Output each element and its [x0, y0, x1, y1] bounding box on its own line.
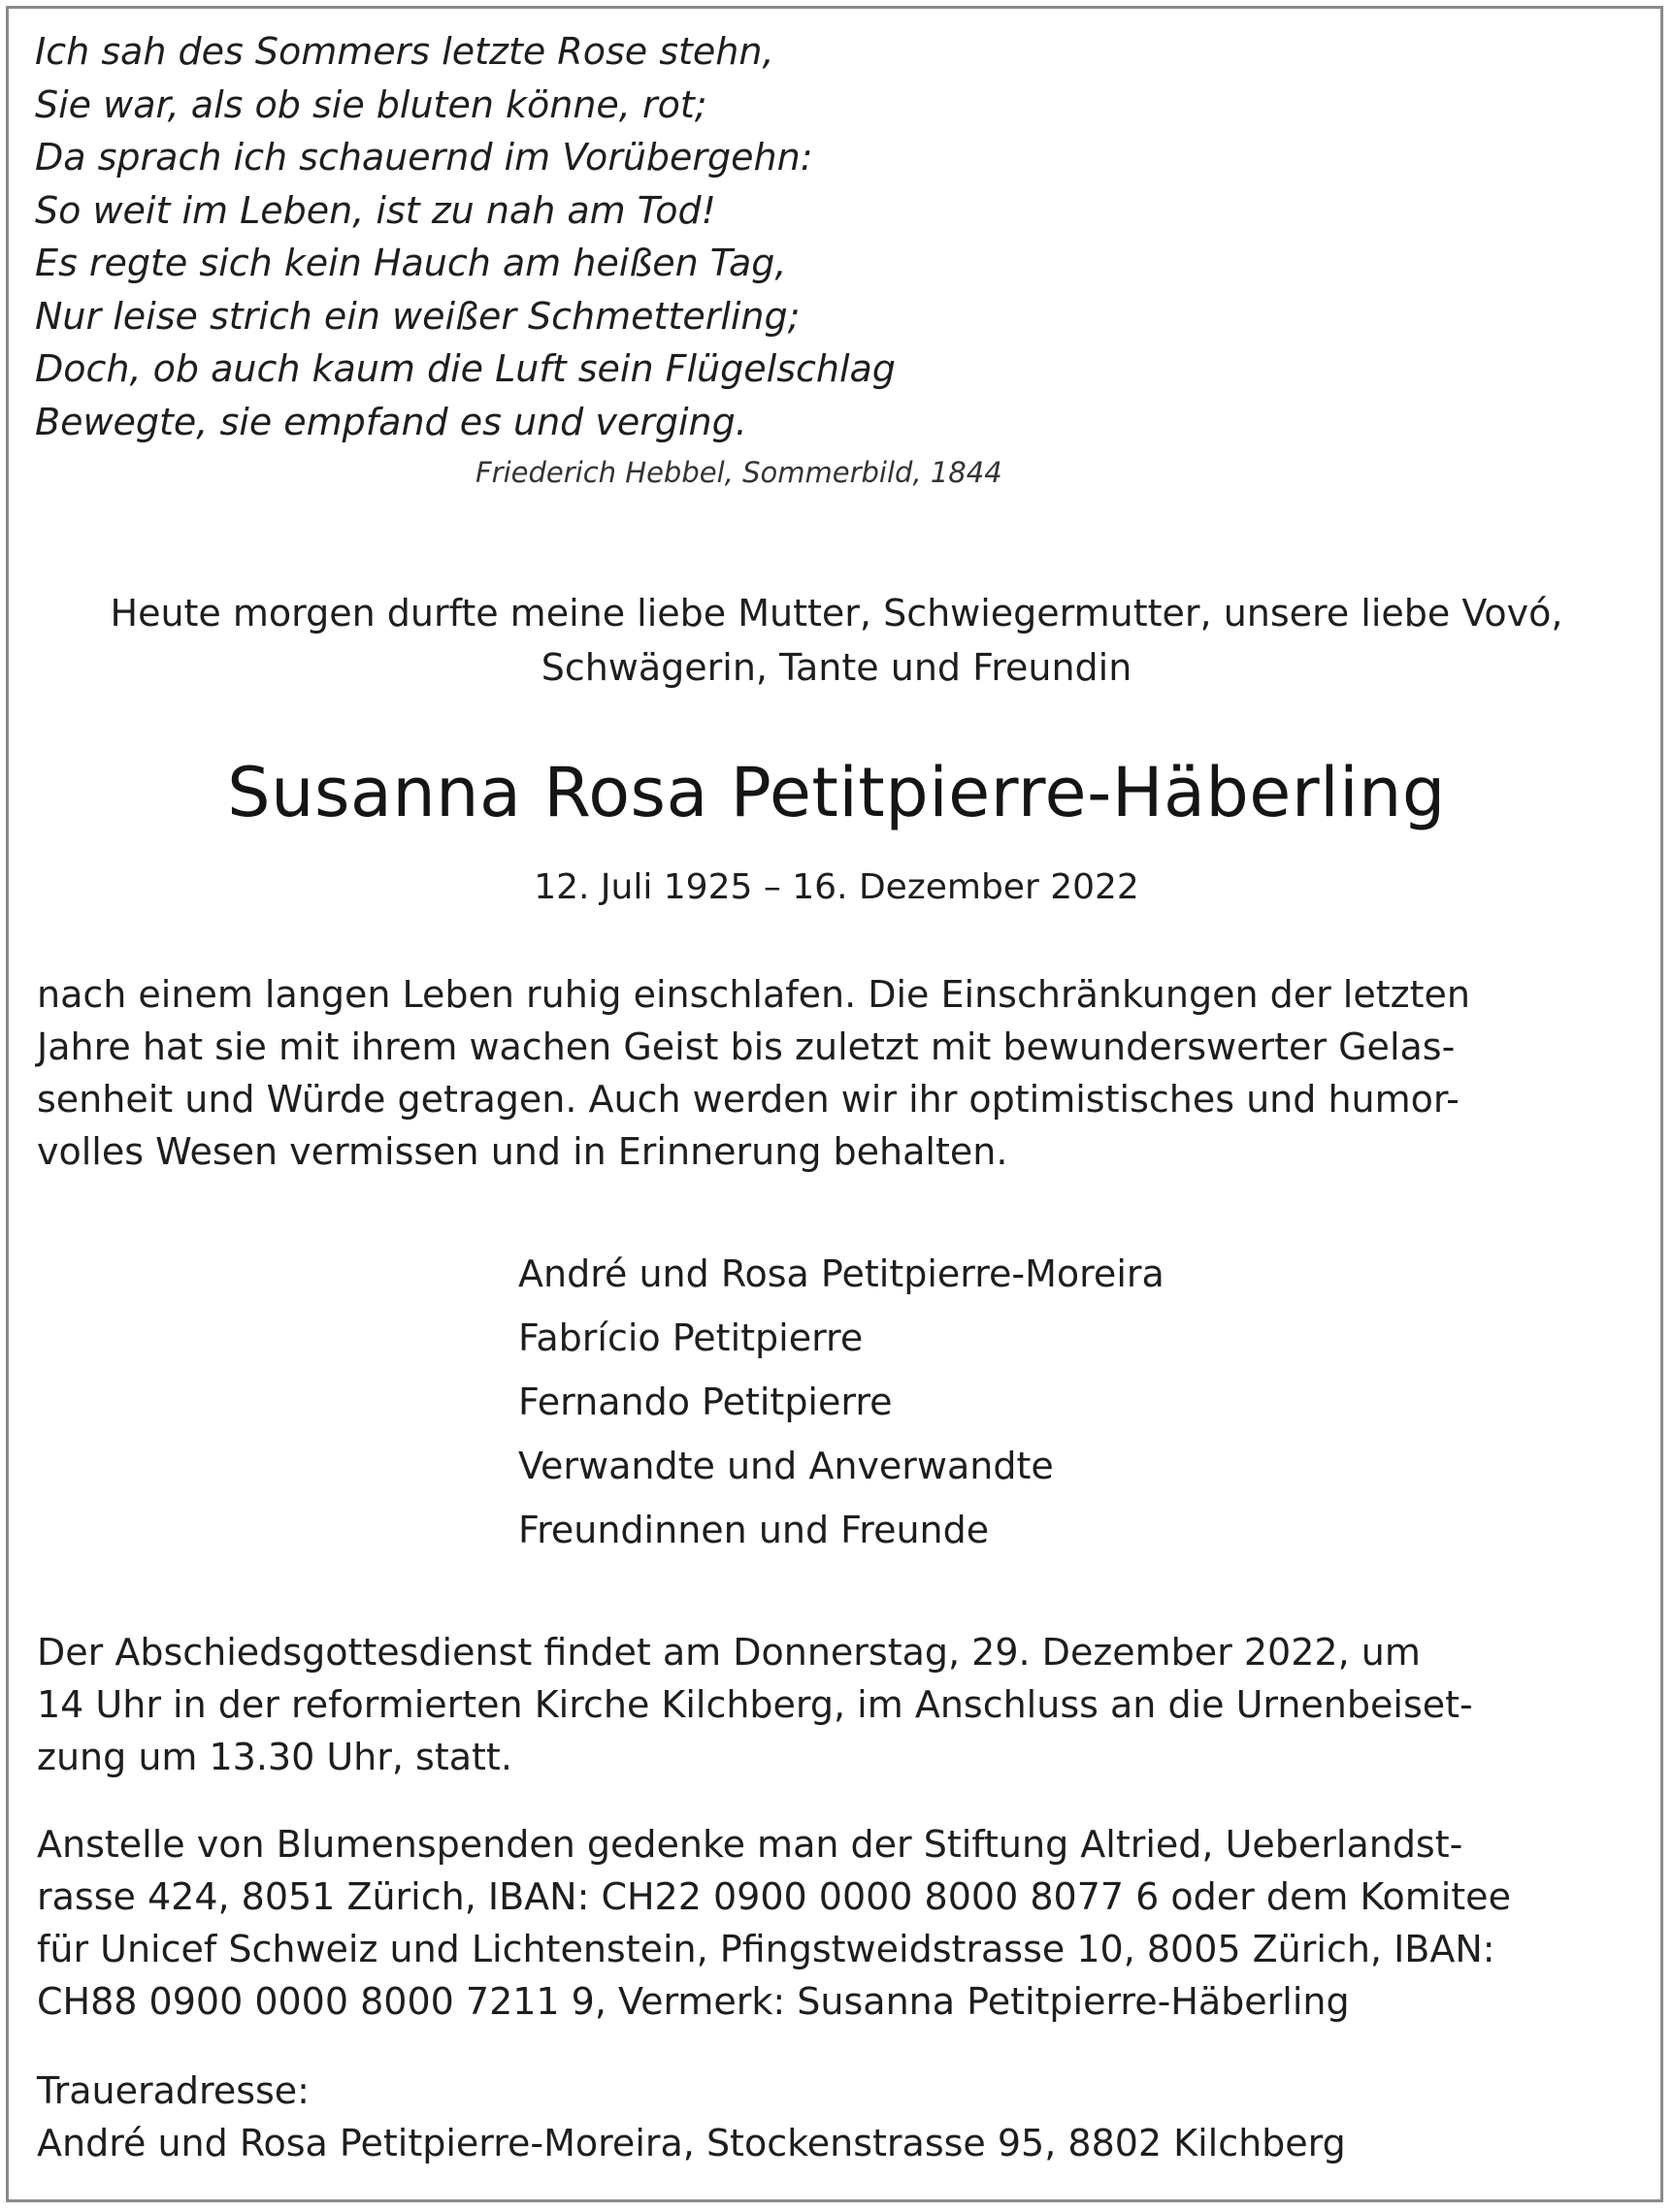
poem-attribution: Friederich Hebbel, Sommerbild, 1844 — [476, 456, 1002, 489]
mourner: André und Rosa Petitpierre-Moreira — [518, 1252, 1165, 1295]
body-line: volles Wesen vermissen und in Erinnerung behalten. — [37, 1130, 1008, 1173]
donations-line: rasse 424, 8051 Zürich, IBAN: CH22 0900 0000 8000 8077 6 oder dem Komitee — [37, 1875, 1511, 1918]
donations-line: Anstelle von Blumenspenden gedenke man der Stiftung Altried, Ueberlandst- — [37, 1823, 1463, 1866]
poem-line: Sie war, als ob sie bluten könne, rot; — [35, 82, 707, 126]
address-value: André und Rosa Petitpierre-Moreira, Stockenstrasse 95, 8802 Kilchberg — [37, 2122, 1346, 2164]
poem-line: Nur leise strich ein weißer Schmetterling; — [35, 294, 801, 338]
body-paragraph — [37, 968, 1470, 1178]
mourners-list — [518, 1242, 1165, 1562]
poem-line: Bewegte, sie empfand es und verging. — [35, 400, 747, 443]
donations-line: CH88 0900 0000 8000 7211 9, Vermerk: Susanna Petitpierre-Häberling — [37, 1980, 1350, 2023]
service-line: Der Abschiedsgottesdienst findet am Donnerstag, 29. Dezember 2022, um — [37, 1631, 1421, 1674]
life-dates: 12. Juli 1925 – 16. Dezember 2022 — [534, 867, 1139, 907]
deceased-name: Susanna Rosa Petitpierre-Häberling — [227, 753, 1446, 832]
poem — [35, 25, 896, 448]
donations-paragraph — [37, 1818, 1511, 2028]
intro-line: Schwägerin, Tante und Freundin — [541, 646, 1132, 689]
poem-line: Da sprach ich schauernd im Vorübergehn: — [35, 136, 813, 179]
service-line: 14 Uhr in der reformierten Kirche Kilchberg, im Anschluss an die Urnenbeiset- — [37, 1683, 1473, 1726]
body-line: Jahre hat sie mit ihrem wachen Geist bis zuletzt mit bewunderswerter Gelas- — [37, 1025, 1456, 1068]
poem-line: Doch, ob auch kaum die Luft sein Flügelschlag — [35, 347, 896, 390]
address-label: Traueradresse: — [37, 2069, 310, 2112]
mourner: Freundinnen und Freunde — [518, 1509, 990, 1551]
poem-line: Es regte sich kein Hauch am heißen Tag, — [35, 242, 787, 284]
donations-line: für Unicef Schweiz und Lichtenstein, Pfingstweidstrasse 10, 8005 Zürich, IBAN: — [37, 1928, 1495, 1970]
poem-line: So weit im Leben, ist zu nah am Tod! — [35, 188, 716, 232]
service-paragraph — [37, 1626, 1473, 1783]
mourning-address — [37, 2065, 1346, 2169]
mourner: Fabrício Petitpierre — [518, 1317, 864, 1359]
body-line: senheit und Würde getragen. Auch werden wir ihr optimistisches und humor- — [37, 1078, 1460, 1121]
mourner: Fernando Petitpierre — [518, 1381, 893, 1423]
poem-line: Ich sah des Sommers letzte Rose stehn, — [35, 30, 774, 73]
intro-line: Heute morgen durfte meine liebe Mutter, Schwiegermutter, unsere liebe Vovó, — [110, 592, 1563, 634]
intro-text — [0, 586, 1673, 695]
service-line: zung um 13.30 Uhr, statt. — [37, 1736, 512, 1778]
body-line: nach einem langen Leben ruhig einschlafen. Die Einschränkungen der letzten — [37, 973, 1470, 1016]
mourner: Verwandte und Anverwandte — [518, 1445, 1054, 1487]
